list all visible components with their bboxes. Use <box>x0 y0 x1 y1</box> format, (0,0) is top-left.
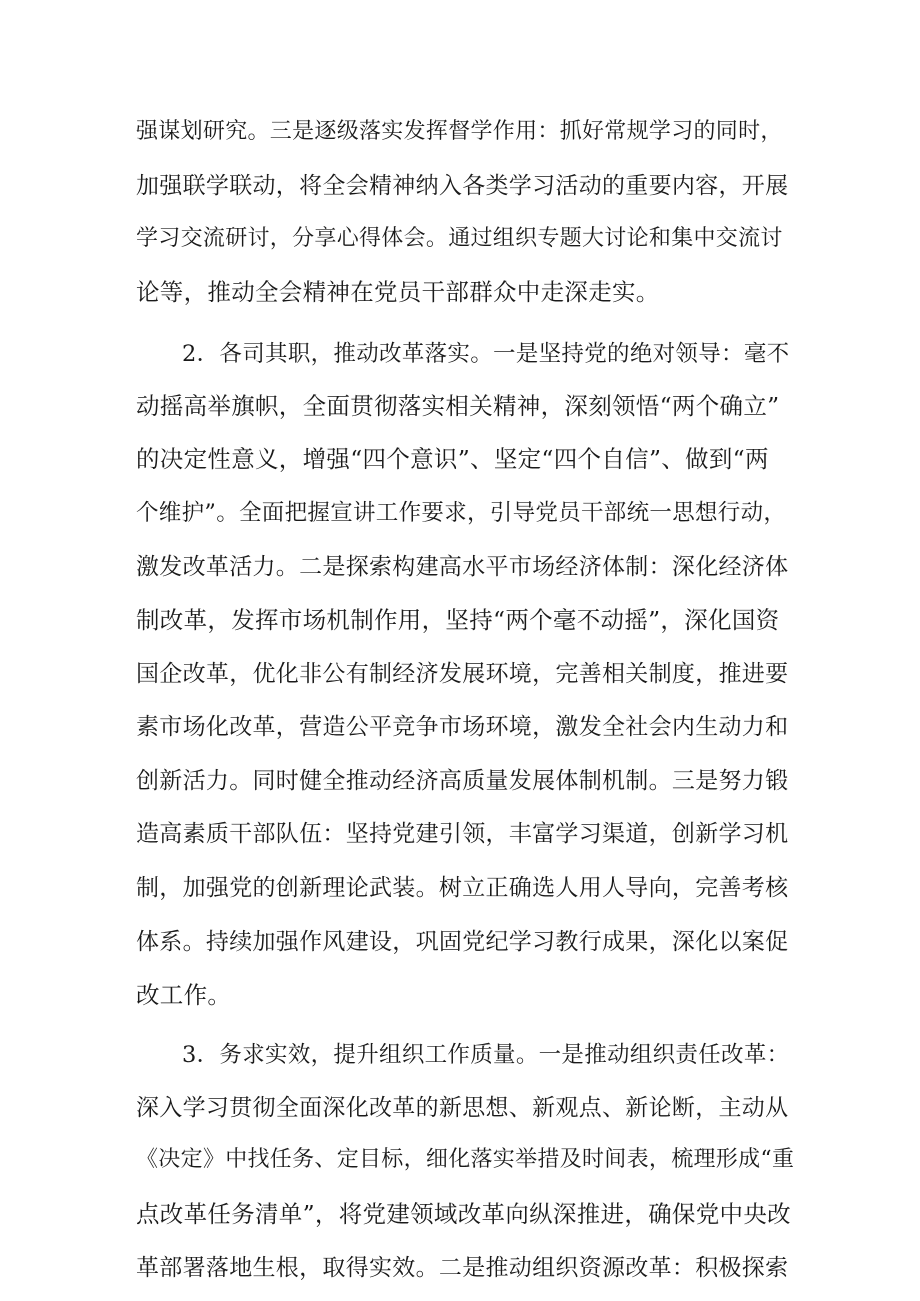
text-line: 点改革任务清单”，将党建领域改革向纵深推进，确保党中央改 <box>136 1200 791 1228</box>
text-line: 素市场化改革，营造公平竞争市场环境，激发全社会内生动力和 <box>136 714 789 740</box>
section-heading-line: 2．各司其职，推动改革落实。一是坚持党的绝对领导：毫不 <box>182 341 790 367</box>
text-line: 激发改革活力。二是探索构建高水平市场经济体制：深化经济体 <box>136 554 789 580</box>
text-line: 动摇高举旗帜，全面贯彻落实相关精神，深刻领悟“两个确立” <box>136 392 780 420</box>
text-line: 的决定性意义，增强“四个意识”、坚定“四个自信”、做到“两 <box>136 445 769 473</box>
text-line: 加强联学联动，将全会精神纳入各类学习活动的重要内容，开展 <box>136 173 789 199</box>
text-line: 革部署落地生根，取得实效。二是推动组织资源改革：积极探索 <box>136 1255 789 1281</box>
text-line: 强谋划研究。三是逐级落实发挥督学作用：抓好常规学习的同时， <box>136 119 783 144</box>
text-line: 制改革，发挥市场机制作用，坚持“两个毫不动摇”，深化国资 <box>136 606 780 634</box>
text-line: 国企改革，优化非公有制经济发展环境，完善相关制度，推进要 <box>136 661 789 687</box>
text-line: 造高素质干部队伍：坚持党建引领，丰富学习渠道，创新学习机 <box>136 821 789 847</box>
text-line: 个维护”。全面把握宣讲工作要求，引导党员干部统一思想行动， <box>136 500 787 526</box>
text-line: 改工作。 <box>136 981 232 1009</box>
text-line: 体系。持续加强作风建设，巩固党纪学习教行成果，深化以案促 <box>136 929 789 955</box>
text-line: 制，加强党的创新理论武装。树立正确选人用人导向，完善考核 <box>136 875 789 901</box>
text-line: 《决定》中找任务、定目标，细化落实举措及时间表，梳理形成“重 <box>136 1147 795 1172</box>
text-line: 学习交流研讨，分享心得体会。通过组织专题大讨论和集中交流讨 <box>136 226 783 251</box>
text-line: 深入学习贯彻全面深化改革的新思想、新观点、新论断，主动从 <box>136 1095 789 1121</box>
section-heading-line: 3．务求实效，提升组织工作质量。一是推动组织责任改革： <box>182 1042 790 1068</box>
text-line: 创新活力。同时健全推动经济高质量发展体制机制。三是努力锻 <box>136 768 789 794</box>
text-line: 论等，推动全会精神在党员干部群众中走深走实。 <box>136 278 660 306</box>
